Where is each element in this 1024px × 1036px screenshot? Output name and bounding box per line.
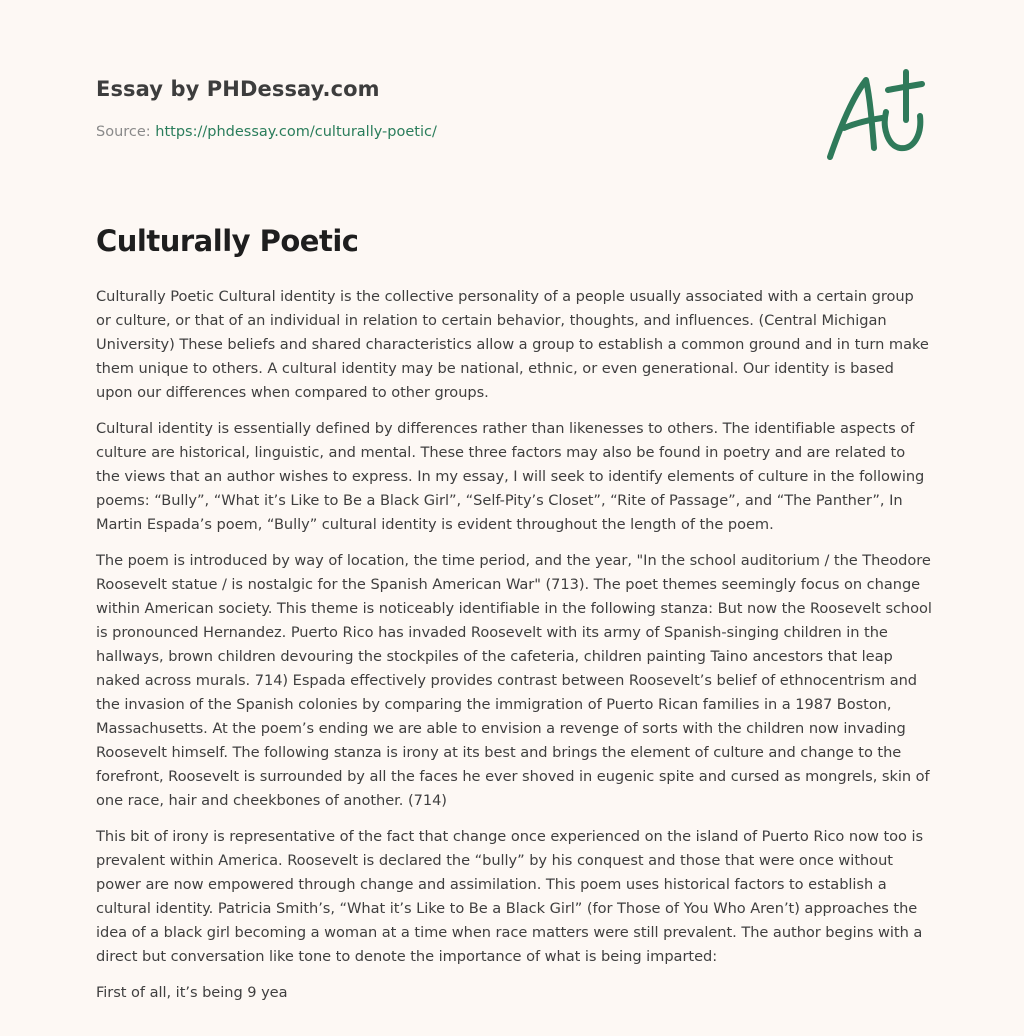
essay-paragraph: Culturally Poetic Cultural identity is the collective personality of a people usually associated with a certain group or culture, or that of an individual in relation to certain behavior, thoughts, and influences. (Central Michigan University) These beliefs and shared characteristics allow a group to establish a common ground and in turn make them unique to others. A cultural identity may be national, ethnic, or even generational. Our identity is based upon our differences when compared to other groups. [96,288,929,401]
essay-paragraph: The poem is introduced by way of location, the time period, and the year, "In the school auditorium / the Theodore Roosevelt statue / is nostalgic for the Spanish American War" (713). The poet themes seemingly focus on change within American society. This theme is noticeably identifiable in the following stanza: But now the Roosevelt school is pronounced Hernandez. Puerto Rico has invaded Roosevelt with its army of Spanish-singing children in the hallways, brown children devouring the stockpiles of the cafeteria, children painting Taino ancestors that leap naked across murals. 714) Espada effectively provides contrast between Roosevelt’s belief of ethnocentrism and the invasion of the Spanish colonies by comparing the immigration of Puerto Rican families in a 1987 Boston, Massachusetts. At the poem’s ending we are able to envision a revenge of sorts with the children now invading Roosevelt himself. The following stanza is irony at its best and brings the element of culture and change to the forefront, Roosevelt is surrounded by all the faces he ever shoved in eugenic spite and cursed as mongrels, skin of one race, hair and cheekbones of another. (714) [96,552,932,809]
source-line [96,124,437,140]
source-link[interactable]: https://phdessay.com/culturally-poetic/ [155,124,437,140]
essay-paragraph: Cultural identity is essentially defined by differences rather than likenesses to others. The identifiable aspects of culture are historical, linguistic, and mental. These three factors may also be found in poetry and are related to the views that an author wishes to express. In my essay, I will seek to identify elements of culture in the following poems: “Bully”, “What it’s Like to Be a Black Girl”, “Self-Pity’s Closet”, “Rite of Passage”, and “The Panther”, In Martin Espada’s poem, “Bully” cultural identity is evident throughout the length of the poem. [96,420,925,533]
source-label: Source: [96,124,151,140]
essay-body [96,285,932,1017]
a-plus-grade-icon [826,68,926,164]
a-plus-horizontal [888,84,922,90]
site-brand: Essay by PHDessay.com [96,77,380,101]
essay-title: Culturally Poetic [96,224,359,258]
essay-paragraph: This bit of irony is representative of the fact that change once experienced on the island of Puerto Rico now too is prevalent within America. Roosevelt is declared the “bully” by his conquest and those that were once without power are now empowered through change and assimilation. This poem uses historical factors to establish a cultural identity. Patricia Smith’s, “What it’s Like to Be a Black Girl” (for Those of You Who Aren’t) approaches the idea of a black girl becoming a woman at a time when race matters were still prevalent. The author begins with a direct but conversation like tone to denote the importance of what is being imparted: [96,828,924,965]
a-plus-crossbar [844,118,882,128]
a-plus-swirl [885,112,921,148]
essay-paragraph: First of all, it’s being 9 yea [96,984,288,1001]
